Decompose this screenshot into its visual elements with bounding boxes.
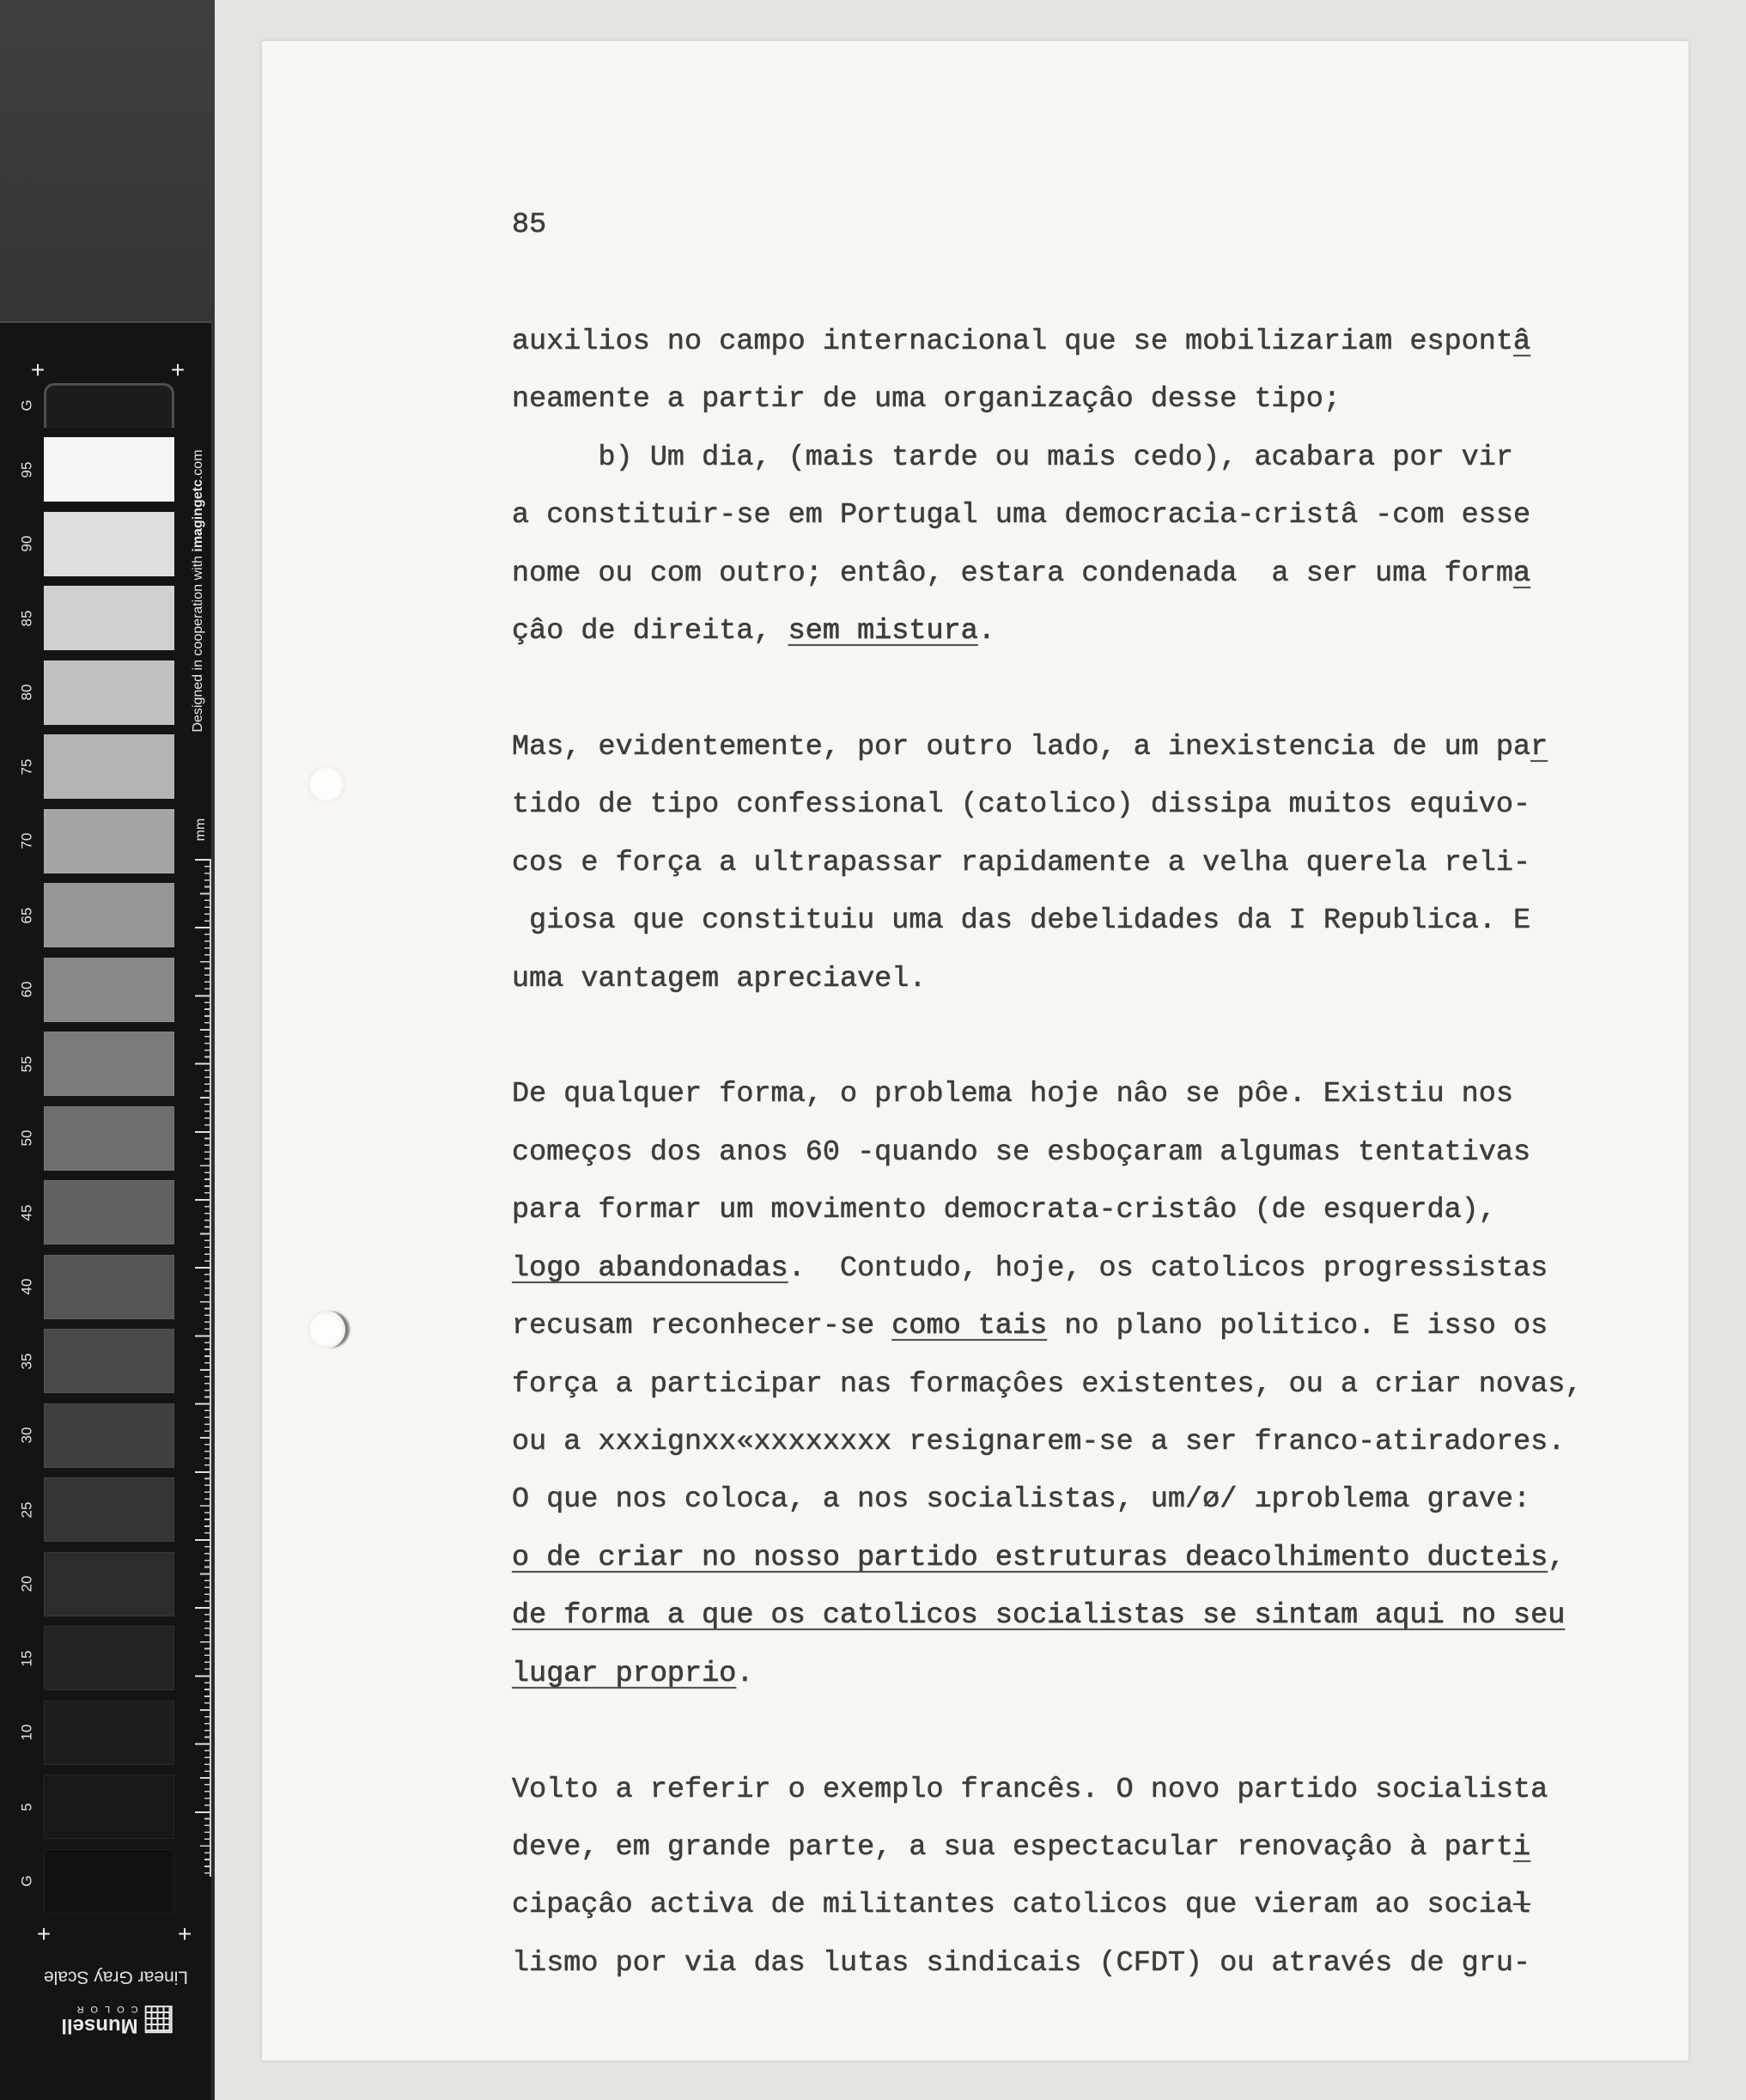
patch-label: 10 (18, 1724, 35, 1741)
credit-suffix: .com (191, 449, 205, 480)
text-segment: çâo de direita, (512, 615, 788, 648)
text-line (512, 1646, 1582, 1703)
text-line (512, 1819, 1582, 1877)
patch-label: 95 (18, 461, 35, 478)
gray-patch (44, 437, 174, 502)
patch-label: 65 (18, 907, 35, 923)
text-segment: ou a xxxignxx«xxxxxxxx resignarem-se a ser franco-atiradores. (512, 1426, 1566, 1459)
gray-patch (44, 1477, 174, 1542)
gray-patch (44, 958, 174, 1022)
text-segment: lismo por via das lutas sindicais (CFDT) ou através de gru- (512, 1946, 1531, 1980)
text-segment: nome ou com outro; entâo, estara condenada a ser uma form (512, 557, 1513, 590)
patch-label: 45 (18, 1204, 35, 1220)
text-segment: Volto a referir o exemplo francês. O novo partido socialista (512, 1773, 1548, 1806)
patch-label: 70 (18, 832, 35, 849)
text-line (512, 313, 1582, 371)
text-line (512, 1587, 1582, 1645)
underlined-text: como tais (891, 1310, 1048, 1343)
text-line (512, 835, 1582, 892)
text-line (512, 487, 1582, 545)
underlined-text: â (1513, 326, 1531, 358)
patch-label: 60 (18, 981, 35, 998)
gray-patch (44, 1701, 174, 1765)
underlined-text: lugar proprio (512, 1657, 737, 1690)
munsell-logo (61, 2003, 172, 2036)
patch-label: 55 (18, 1056, 35, 1072)
credit-prefix: Designed in cooperation with (191, 551, 205, 733)
registration-mark: + (36, 1920, 52, 1947)
text-segment: Mas, evidentemente, por outro lado, a inexistencia de um pa (512, 730, 1531, 764)
underlined-text: o de criar no nosso partido estruturas deacolhimento ducteis (512, 1541, 1548, 1574)
text-segment: auxilios no campo internacional que se mobilizariam espont (512, 326, 1513, 358)
scale-title: Linear Gray Scale (43, 1967, 189, 1987)
text-segment: cipaçâo activa de militantes catolicos que vieram ao socia (512, 1889, 1513, 1922)
text-line (512, 1530, 1582, 1587)
patch-label: 35 (18, 1353, 35, 1369)
page-body (512, 313, 1582, 1993)
registration-mark: + (177, 1920, 192, 1947)
text-line (512, 1066, 1582, 1123)
gray-patch (44, 1552, 174, 1616)
patch-label: 85 (18, 610, 35, 626)
gray-patch (44, 1255, 174, 1319)
patch-label: 80 (18, 684, 35, 701)
text-segment: . (977, 615, 995, 648)
text-segment: . (736, 1657, 754, 1690)
text-line (512, 1240, 1582, 1298)
ruler-unit-label: mm (193, 818, 208, 842)
text-line (512, 603, 1582, 660)
munsell-wordmark (61, 2003, 137, 2036)
text-line (512, 1414, 1582, 1471)
gray-patch (44, 1403, 174, 1468)
gray-patch (44, 883, 174, 947)
credit-brand: imagingetc (191, 479, 205, 552)
gray-patch (44, 512, 174, 576)
text-segment: deve, em grande parte, a sua espectacular renovaçâo à part (512, 1830, 1513, 1864)
munsell-sub: COLOR (70, 2004, 138, 2015)
text-segment: O que nos coloca, a nos socialistas, um/ø/ ıproblema grave: (512, 1483, 1531, 1517)
text-segment: . Contudo, hoje, os catolicos progressistas (788, 1251, 1548, 1285)
gray-patch (44, 1106, 174, 1171)
text-segment: giosa que constituiu uma das debelidades da I Republica. E (512, 904, 1531, 938)
underlined-text: de forma a que os catolicos socialistas se sintam aqui no seu (512, 1599, 1566, 1633)
text-line (512, 545, 1582, 603)
gray-patch (44, 660, 174, 725)
text-line (512, 1471, 1582, 1529)
gray-patch (44, 586, 174, 650)
text-line (512, 1877, 1582, 1934)
text-line (512, 429, 1582, 487)
text-segment: uma vantagem apreciavel. (512, 962, 927, 995)
patch-label: 40 (18, 1278, 35, 1295)
munsell-grid-icon (145, 2006, 173, 2033)
text-line (512, 776, 1582, 834)
registration-mark: + (170, 356, 186, 383)
patch-label: 5 (18, 1802, 35, 1811)
text-segment: para formar um movimento democrata-cristâo (de esquerda), (512, 1194, 1496, 1227)
gray-patch (44, 1032, 174, 1096)
gray-patch (44, 734, 174, 799)
text-line (512, 1298, 1582, 1355)
text-line (512, 1762, 1582, 1819)
text-line (512, 1935, 1582, 1993)
underlined-text: a (1513, 557, 1531, 590)
underlined-text: i (1513, 1830, 1531, 1864)
card-credit (192, 449, 205, 732)
text-segment: De qualquer forma, o problema hoje nâo se pôe. Existiu nos (512, 1078, 1513, 1111)
paragraph (512, 1066, 1582, 1703)
patch-label: G (18, 399, 35, 411)
patch-label: 75 (18, 758, 35, 775)
text-segment: a constituir-se em Portugal uma democracia-cristâ -com esse (512, 499, 1531, 533)
underlined-text: r (1530, 730, 1548, 764)
gray-patch (44, 1626, 174, 1690)
struck-text: l (1513, 1889, 1531, 1922)
patch-label: 30 (18, 1427, 35, 1444)
text-segment: neamente a partir de uma organizaçâo desse tipo; (512, 383, 1341, 417)
text-line (512, 1182, 1582, 1239)
patch-label: 25 (18, 1501, 35, 1518)
gray-patch (44, 1329, 174, 1393)
text-line (512, 371, 1582, 429)
text-segment: recusam reconhecer-se (512, 1310, 892, 1343)
text-segment: , (1548, 1541, 1566, 1574)
ruler-edge (210, 859, 211, 1877)
underlined-text: logo abandonadas (512, 1251, 788, 1285)
underlined-text: sem mistura (788, 615, 978, 648)
text-line (512, 892, 1582, 950)
text-line (512, 1124, 1582, 1182)
patch-label: G (18, 1875, 35, 1887)
gray-patch (44, 1180, 174, 1245)
punch-hole (307, 1311, 345, 1348)
page-number: 85 (512, 209, 547, 241)
paragraph (512, 313, 1582, 661)
gray-scale-card (0, 321, 211, 2100)
gray-patch (44, 1849, 174, 1914)
patch-label: 50 (18, 1129, 35, 1147)
gray-patch (44, 809, 174, 873)
munsell-brand: Munsell (61, 2014, 138, 2038)
punch-hole (307, 765, 345, 803)
patch-label: 15 (18, 1650, 35, 1666)
text-segment: força a participar nas formaçôes existentes, ou a criar novas, (512, 1367, 1583, 1401)
patch-label: 20 (18, 1575, 35, 1592)
text-line (512, 719, 1582, 776)
text-segment: b) Um dia, (mais tarde ou mais cedo), acabara por vir (512, 441, 1513, 474)
gray-patch (44, 1774, 174, 1839)
typewritten-page (261, 40, 1689, 2061)
text-segment: cos e força a ultrapassar rapidamente a velha querela reli- (512, 846, 1531, 880)
paragraph (512, 719, 1582, 1008)
registration-mark: + (30, 356, 46, 383)
patch-label: 90 (18, 535, 35, 552)
gray-patch (44, 383, 174, 428)
text-line (512, 1356, 1582, 1414)
text-segment: começos dos anos 60 -quando se esboçaram algumas tentativas (512, 1135, 1531, 1169)
text-segment: no plano politico. E isso os (1047, 1310, 1548, 1343)
text-segment: tido de tipo confessional (catolico) dissipa muitos equivo- (512, 788, 1531, 822)
paragraph (512, 1762, 1582, 1993)
text-line (512, 951, 1582, 1008)
